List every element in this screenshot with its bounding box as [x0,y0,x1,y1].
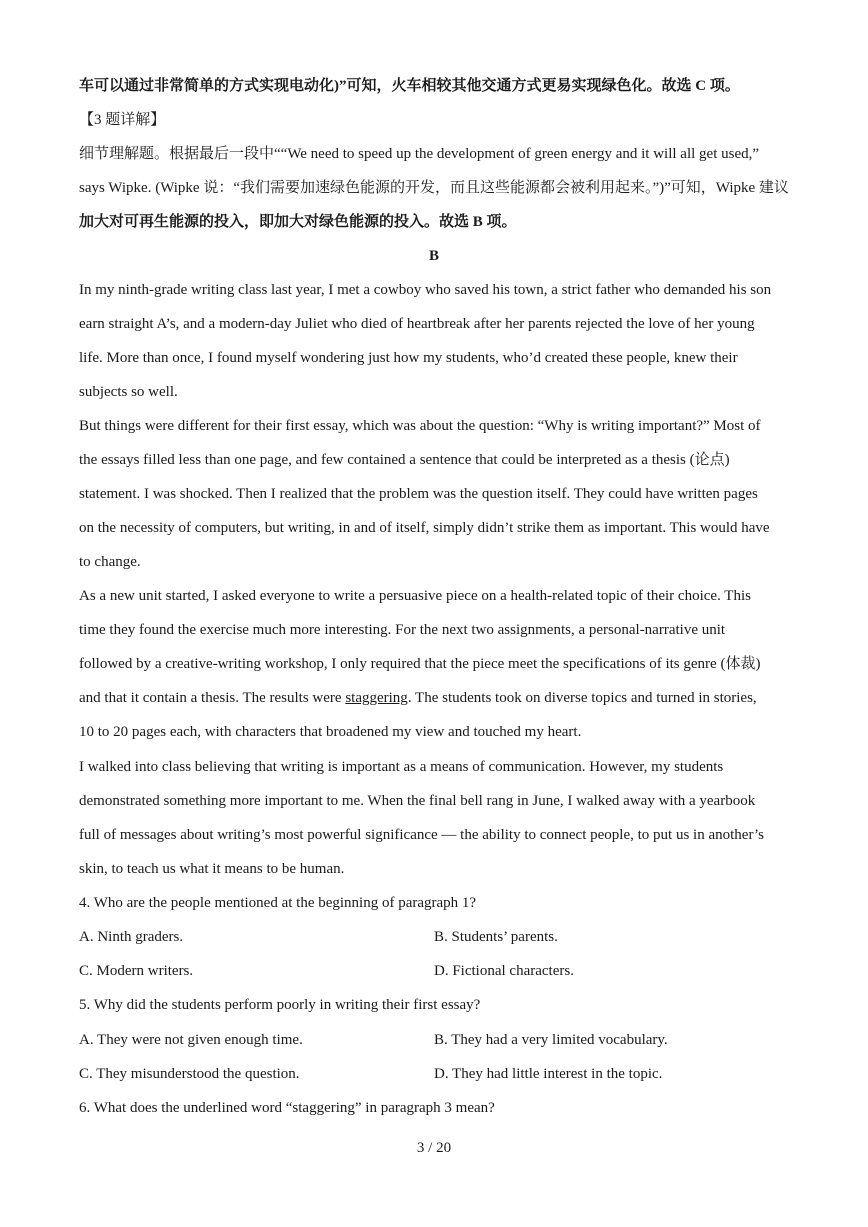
passage-line: subjects so well. [79,384,178,400]
passage-line: earn straight A’s, and a modern-day Juliet who died of heartbreak after her parents rejected the love of her young [79,316,755,332]
section-label: B [428,248,439,264]
option-a: A. Ninth graders. [79,929,184,945]
question-4: 4. Who are the people mentioned at the beginning of paragraph 1? [79,895,477,911]
explanation-line: 细节理解题。根据最后一段中““We need to speed up the development of green energy and it will all get used,” [79,146,760,162]
explanation-line: 加大对可再生能源的投入，即加大对绿色能源的投入。故选 B 项。 [79,214,517,230]
question-6: 6. What does the underlined word “staggering” in paragraph 3 mean? [79,1100,495,1116]
passage-text: and that it contain a thesis. The results were [79,690,346,706]
option-a: A. They were not given enough time. [79,1032,303,1048]
passage-line: 10 to 20 pages each, with characters that broadened my view and touched my heart. [79,724,582,740]
passage-line: In my ninth-grade writing class last year, I met a cowboy who saved his town, a strict father who demanded his son [79,282,772,298]
passage-line: life. More than once, I found myself wondering just how my students, who’d created these people, knew their [79,350,738,366]
passage-line: to change. [79,554,141,570]
passage-line: followed by a creative-writing workshop, I only required that the piece meet the specifications of its genre (体裁) [79,656,761,672]
passage-line: demonstrated something more important to me. When the final bell rang in June, I walked away with a yearbook [79,793,756,809]
explanation-heading: 【3 题详解】 [79,112,166,128]
option-d: D. Fictional characters. [434,963,574,979]
passage-line [79,688,757,708]
option-d: D. They had little interest in the topic. [434,1066,663,1082]
explanation-line: says Wipke. (Wipke 说：“我们需要加速绿色能源的开发，而且这些能源都会被利用起来。”)”可知，Wipke 建议 [79,180,789,196]
question-5: 5. Why did the students perform poorly in writing their first essay? [79,997,481,1013]
option-b: B. Students’ parents. [434,929,558,945]
page-number: 3 / 20 [416,1140,452,1156]
passage-line: the essays filled less than one page, and few contained a sentence that could be interpreted as a thesis (论点) [79,452,730,468]
passage-line: statement. I was shocked. Then I realized that the problem was the question itself. They could have written pages [79,486,758,502]
option-b: B. They had a very limited vocabulary. [434,1032,668,1048]
passage-line: As a new unit started, I asked everyone to write a persuasive piece on a health-related topic of their choice. This [79,588,751,604]
passage-line: time they found the exercise much more interesting. For the next two assignments, a personal-narrative unit [79,622,726,638]
option-c: C. They misunderstood the question. [79,1066,300,1082]
option-c: C. Modern writers. [79,963,194,979]
passage-line: full of messages about writing’s most powerful significance — the ability to connect people, to put us in another’s [79,827,764,843]
underlined-word: staggering [345,690,408,706]
passage-line: I walked into class believing that writing is important as a means of communication. However, my students [79,759,724,775]
passage-text: . The students took on diverse topics and turned in stories, [407,690,757,706]
passage-line: skin, to teach us what it means to be human. [79,861,345,877]
passage-line: But things were different for their first essay, which was about the question: “Why is writing important?” Most of [79,418,761,434]
passage-line: on the necessity of computers, but writing, in and of itself, simply didn’t strike them as important. This would have [79,520,770,536]
explanation-line: 车可以通过非常简单的方式实现电动化)”可知，火车相较其他交通方式更易实现绿色化。故选 C 项。 [79,78,740,94]
